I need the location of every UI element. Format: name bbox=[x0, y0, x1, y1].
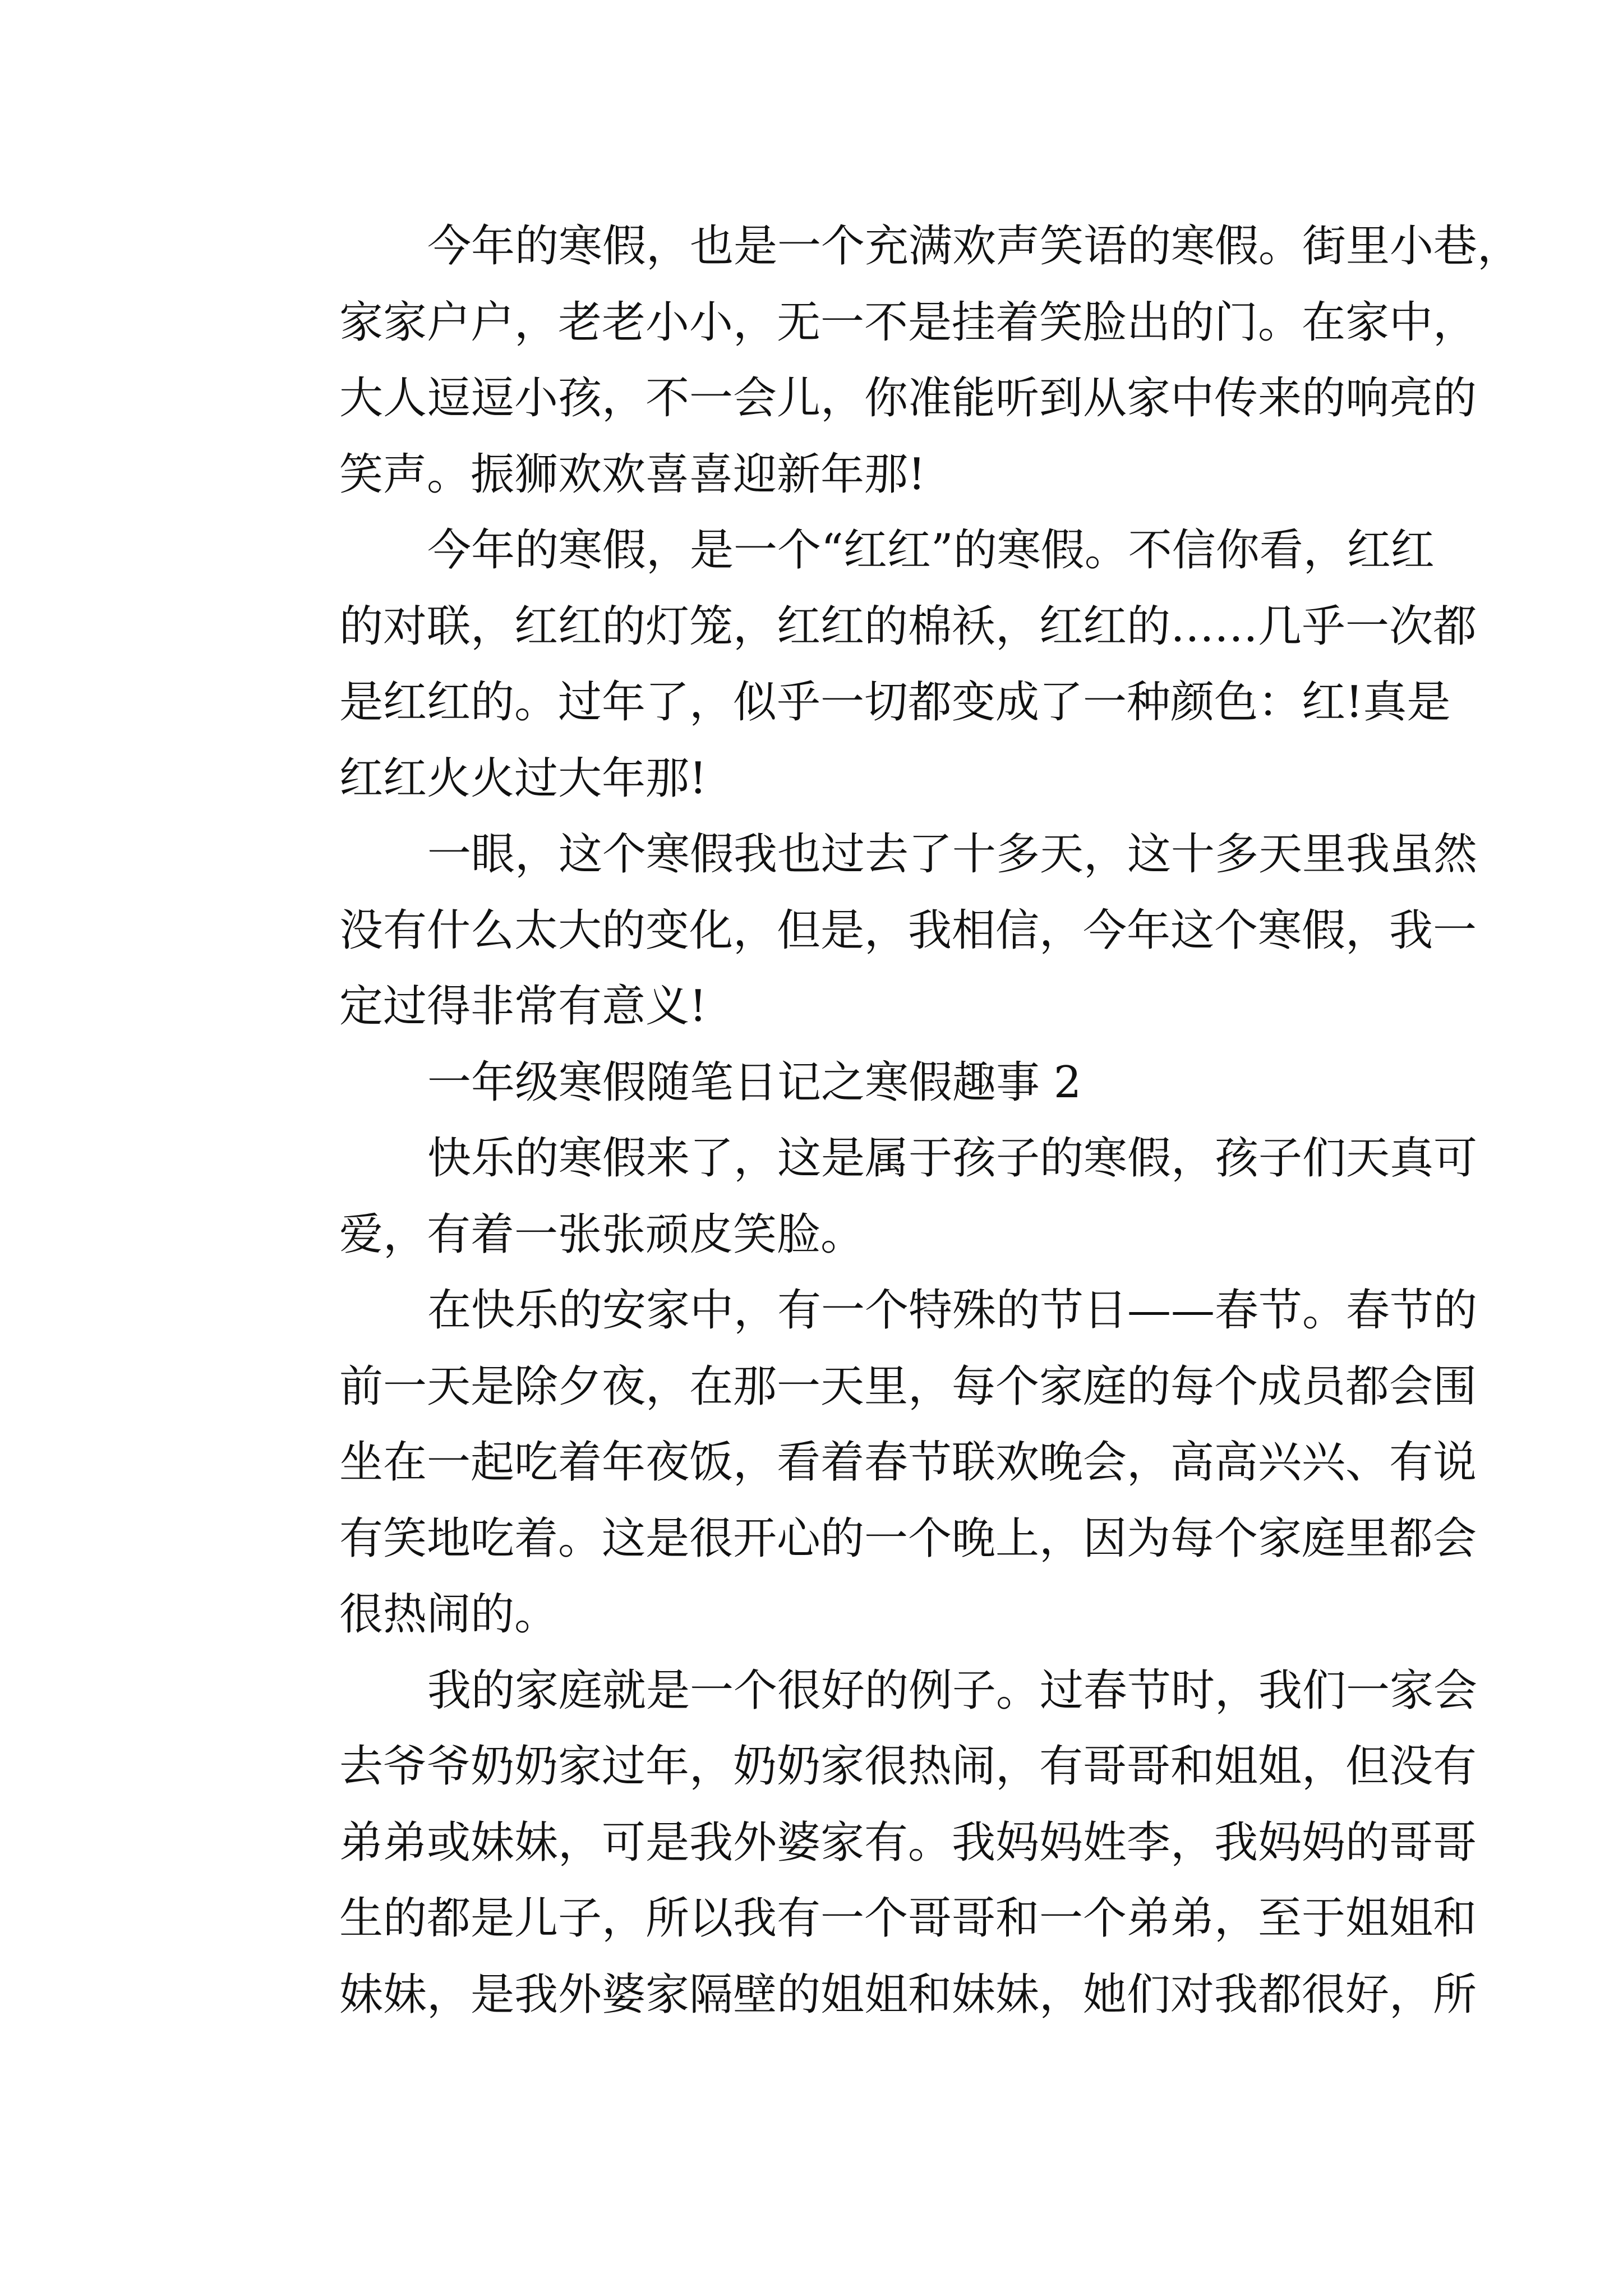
text-line: 弟弟或妹妹，可是我外婆家有。我妈妈姓李，我妈妈的哥哥 bbox=[339, 1817, 1477, 1868]
text-line: 是红红的。过年了，似乎一切都变成了一种颜色：红!真是 bbox=[339, 677, 1451, 728]
section-heading bbox=[251, 1045, 1382, 1121]
text-line: 前一天是除夕夜，在那一天里，每个家庭的每个成员都会围 bbox=[339, 1361, 1477, 1412]
text-line: 坐在一起吃着年夜饭，看着春节联欢晚会，高高兴兴、有说 bbox=[339, 1437, 1477, 1488]
text-line: 今年的寒假，是一个“红红”的寒假。不信你看，红红 bbox=[427, 525, 1435, 576]
document-page bbox=[251, 209, 1521, 2033]
paragraph-3 bbox=[251, 817, 1478, 1045]
text-line: 一眼，这个寒假我也过去了十多天，这十多天里我虽然 bbox=[427, 829, 1478, 880]
text-line: 红红火火过大年那! bbox=[339, 753, 707, 804]
text-line: 定过得非常有意义! bbox=[339, 981, 707, 1032]
paragraph-7 bbox=[251, 1653, 1478, 2033]
text-line: 去爷爷奶奶家过年，奶奶家很热闹，有哥哥和姐姐，但没有 bbox=[339, 1741, 1477, 1792]
text-line: 有笑地吃着。这是很开心的一个晚上，因为每个家庭里都会 bbox=[339, 1513, 1477, 1564]
text-line: 在快乐的安家中，有一个特殊的节日——春节。春节的 bbox=[427, 1285, 1478, 1336]
text-line: 笑声。振狮欢欢喜喜迎新年那! bbox=[339, 449, 926, 500]
heading-line: 一年级寒假随笔日记之寒假趣事 2 bbox=[427, 1057, 1082, 1108]
text-line: 生的都是儿子，所以我有一个哥哥和一个弟弟，至于姐姐和 bbox=[339, 1893, 1477, 1944]
text-line: 家家户户，老老小小，无一不是挂着笑脸出的门。在家中， bbox=[339, 297, 1477, 348]
text-line: 我的家庭就是一个很好的例子。过春节时，我们一家会 bbox=[427, 1665, 1478, 1716]
paragraph-2 bbox=[251, 513, 1477, 817]
text-line: 的对联，红红的灯笼，红红的棉袄，红红的……几乎一次都 bbox=[339, 601, 1477, 652]
text-line: 没有什么太大的变化，但是，我相信，今年这个寒假，我一 bbox=[339, 905, 1477, 956]
paragraph-6 bbox=[251, 1273, 1478, 1653]
paragraph-5 bbox=[251, 1121, 1478, 1273]
paragraph-1 bbox=[251, 209, 1521, 513]
text-line: 妹妹，是我外婆家隔壁的姐姐和妹妹，她们对我都很好，所 bbox=[339, 1969, 1477, 2020]
text-line: 大人逗逗小孩，不一会儿，你准能听到从家中传来的响亮的 bbox=[339, 373, 1477, 424]
text-line: 快乐的寒假来了，这是属于孩子的寒假，孩子们天真可 bbox=[427, 1133, 1478, 1184]
text-line: 很热闹的。 bbox=[339, 1589, 559, 1640]
text-line: 今年的寒假，也是一个充满欢声笑语的寒假。街里小巷， bbox=[427, 221, 1521, 272]
text-line: 爱，有着一张张顽皮笑脸。 bbox=[339, 1209, 865, 1260]
